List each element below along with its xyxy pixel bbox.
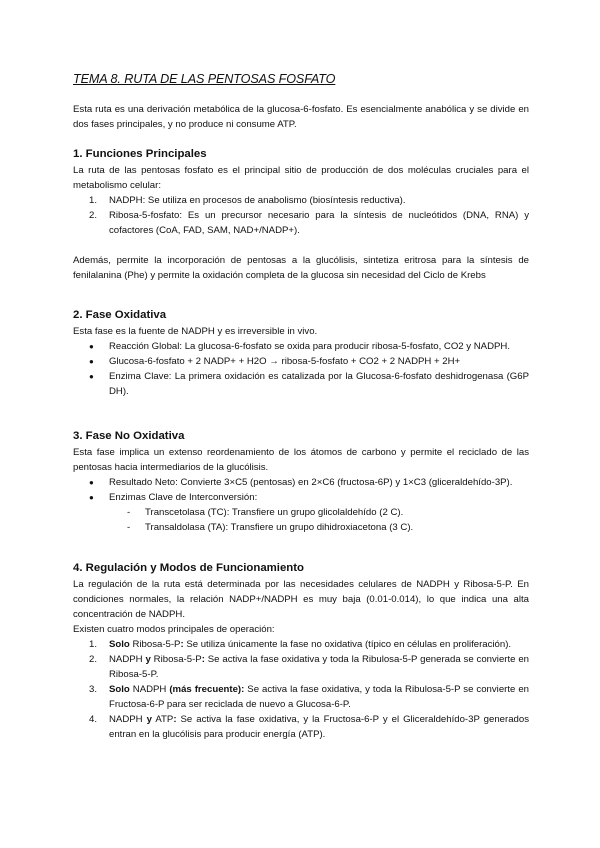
bullet-icon: ● — [89, 372, 94, 381]
dash-icon: - — [127, 507, 131, 518]
section-3-lead: Esta fase implica un extenso reordenamiento de los átomos de carbono y permite el reciclado de las pentosas hacia intermediarios de la glucólisis. — [73, 447, 529, 473]
bullet-icon: ● — [89, 493, 94, 502]
list-item: - Transaldolasa (TA): Transfiere un grupo dihidroxiacetona (3 C). — [127, 522, 414, 533]
section-3-heading: 3. Fase No Oxidativa — [73, 430, 185, 442]
list-item: 1. Solo Ribosa-5-P: Se utiliza únicamente la fase no oxidativa (típico en células en proliferación). — [89, 639, 512, 650]
section-1 — [73, 147, 529, 283]
section-2 — [73, 308, 529, 399]
section-4-paragraph: La regulación de la ruta está determinada por las necesidades celulares de NADPH y Ribosa-5-P. En condiciones normales, la relación NADP+/NADPH es muy baja (0.01-0.014), lo que indica una alta concentración de NADPH. — [73, 579, 529, 620]
section-4-lead: Existen cuatro modos principales de operación: — [73, 624, 275, 635]
section-1-lead: La ruta de las pentosas fosfato es el principal sitio de producción de dos moléculas cruciales para el metabolismo celular: — [73, 165, 529, 191]
section-2-lead: Esta fase es la fuente de NADPH y es irreversible in vivo. — [73, 326, 318, 337]
list-item: ● Enzima Clave: La primera oxidación es catalizada por la Glucosa-6-fosfato deshidrogenasa (G6P DH). — [89, 371, 529, 397]
section-1-list — [73, 193, 529, 238]
section-2-list — [73, 339, 529, 399]
list-item: 4. NADPH y ATP: Se activa la fase oxidativa, y la Fructosa-6-P y el Gliceraldehído-3P generados entran en la glucólisis para producir energía (ATP). — [89, 714, 530, 740]
bullet-icon: ● — [89, 357, 94, 366]
document-title: TEMA 8. RUTA DE LAS PENTOSAS FOSFATO — [73, 72, 336, 86]
list-item: ● Reacción Global: La glucosa-6-fosfato se oxida para producir ribosa-5-fosfato, CO2 y NADPH. — [89, 341, 510, 352]
bullet-icon: ● — [89, 342, 94, 351]
intro-paragraph: Esta ruta es una derivación metabólica de la glucosa-6-fosfato. Es esencialmente anabólica y se divide en dos fases principales, y no produce ni consume ATP. — [73, 104, 529, 130]
section-3-sublist — [73, 505, 529, 535]
list-item: 3. Solo NADPH (más frecuente): Se activa la fase oxidativa, y toda la Ribulosa-5-P se convierte en Fructosa-6-P para ser reciclada de nuevo a Glucosa-6-P. — [89, 684, 530, 710]
list-item: ● Glucosa-6-fosfato + 2 NADP+ + H2O → ribosa-5-fosfato + CO2 + 2 NADPH + 2H+ — [89, 356, 461, 367]
modes-list — [73, 637, 529, 742]
intro-block — [73, 102, 529, 132]
list-item: 1. NADPH: Se utiliza en procesos de anabolismo (biosíntesis reductiva). — [89, 195, 406, 206]
list-item: ● Resultado Neto: Convierte 3×C5 (pentosas) en 2×C6 (fructosa-6P) y 1×C3 (gliceraldehído-3P). — [89, 477, 513, 488]
section-1-heading: 1. Funciones Principales — [73, 148, 207, 160]
section-3 — [73, 429, 529, 535]
section-4 — [73, 561, 529, 742]
list-item: - Transcetolasa (TC): Transfiere un grupo glicolaldehído (2 C). — [127, 507, 404, 518]
section-1-extra: Además, permite la incorporación de pentosas a la glucólisis, sintetiza eritrosa para la síntesis de fenilalanina (Phe) y permite la oxidación completa de la glucosa sin necesidad del Ciclo de Krebs — [73, 255, 529, 281]
list-item: 2. NADPH y Ribosa-5-P: Se activa la fase oxidativa y toda la Ribulosa-5-P generada se convierte en Ribosa-5-P. — [89, 654, 530, 680]
section-4-heading: 4. Regulación y Modos de Funcionamiento — [73, 562, 304, 574]
section-3-list — [73, 475, 529, 505]
list-item: ● Enzimas Clave de Interconversión: — [89, 492, 258, 503]
list-item: 2. Ribosa-5-fosfato: Es un precursor necesario para la síntesis de nucleótidos (DNA, RNA) y cofactores (CoA, FAD, SAM, NAD+/NADP+). — [89, 210, 529, 236]
dash-icon: - — [127, 522, 131, 533]
section-2-heading: 2. Fase Oxidativa — [73, 309, 167, 321]
bullet-icon: ● — [89, 478, 94, 487]
